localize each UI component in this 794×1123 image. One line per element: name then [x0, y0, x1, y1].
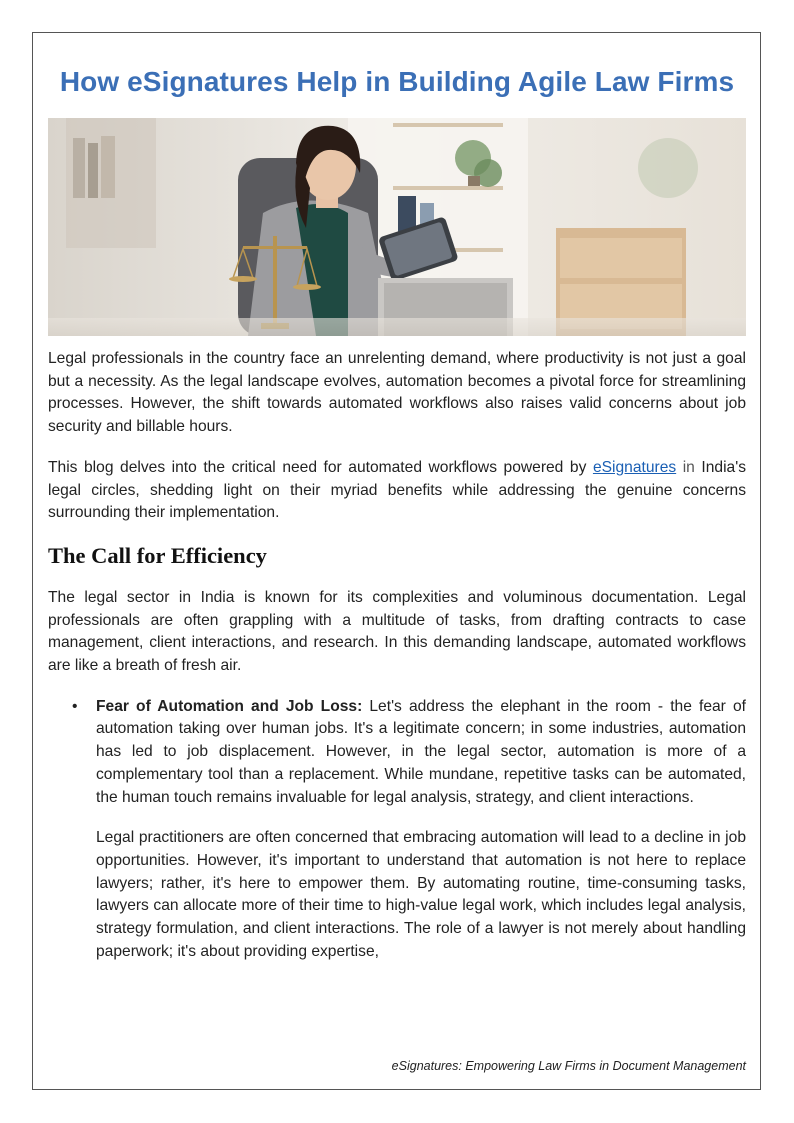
bullet-lead: Fear of Automation and Job Loss:	[96, 697, 363, 715]
followup-paragraph: Legal practitioners are often concerned that embracing automation will lead to a decline in job opportunities. However, it's important to understand that automation is not here to replace lawyers; rather, it's here to empower them. By automating routine, time-consuming tasks, lawyers can allocate more of their time to high-value legal work, which includes legal analysis, strategy formulation, and client interactions. The role of a lawyer is not merely about handling paperwork; it's about providing expertise,	[96, 829, 746, 960]
page-title: How eSignatures Help in Building Agile Law Firms	[59, 66, 735, 97]
article-body	[48, 348, 746, 963]
hero-image	[48, 118, 746, 336]
blog-intro-text: This blog delves into the critical need for automated workflows powered by	[48, 458, 593, 476]
bullet-marker: •	[72, 697, 78, 715]
page-footer: eSignatures: Empowering Law Firms in Document Management	[391, 1059, 746, 1073]
intro-paragraph: Legal professionals in the country face an unrelenting demand, where productivity is not just a goal but a necessity. As the legal landscape evolves, automation becomes a pivotal force for streamlining processes. However, the shift towards automated workflows also raises valid concerns about job security and billable hours.	[48, 350, 746, 436]
bullet-list	[48, 696, 746, 810]
blog-intro-rest: India's legal circles, shedding light on their myriad benefits while addressing the genuine concerns surrounding their implementation.	[48, 458, 746, 522]
esignatures-link[interactable]: eSignatures	[592, 458, 677, 476]
list-item	[72, 696, 746, 810]
blog-intro-paragraph	[48, 457, 746, 525]
hero-illustration	[48, 118, 746, 336]
bullet-text: Let's address the elephant in the room - the fear of automation taking over human jobs. It's a legitimate concern; in some industries, automation has led to job displacement. However, in the legal sector, automation is more of a complementary tool than a replacement. While mundane, repetitive tasks can be automated, the human touch remains invaluable for legal analysis, strategy, and client interactions.	[96, 697, 746, 806]
section-heading: The Call for Efficiency	[48, 542, 267, 568]
section-paragraph: The legal sector in India is known for its complexities and voluminous documentation. Legal professionals are often grappling with a multitude of tasks, from drafting contracts to case management, client interactions, and research. In this demanding landscape, automated workflows are like a breath of fresh air.	[48, 588, 746, 675]
blog-intro-muted: in	[676, 458, 695, 476]
